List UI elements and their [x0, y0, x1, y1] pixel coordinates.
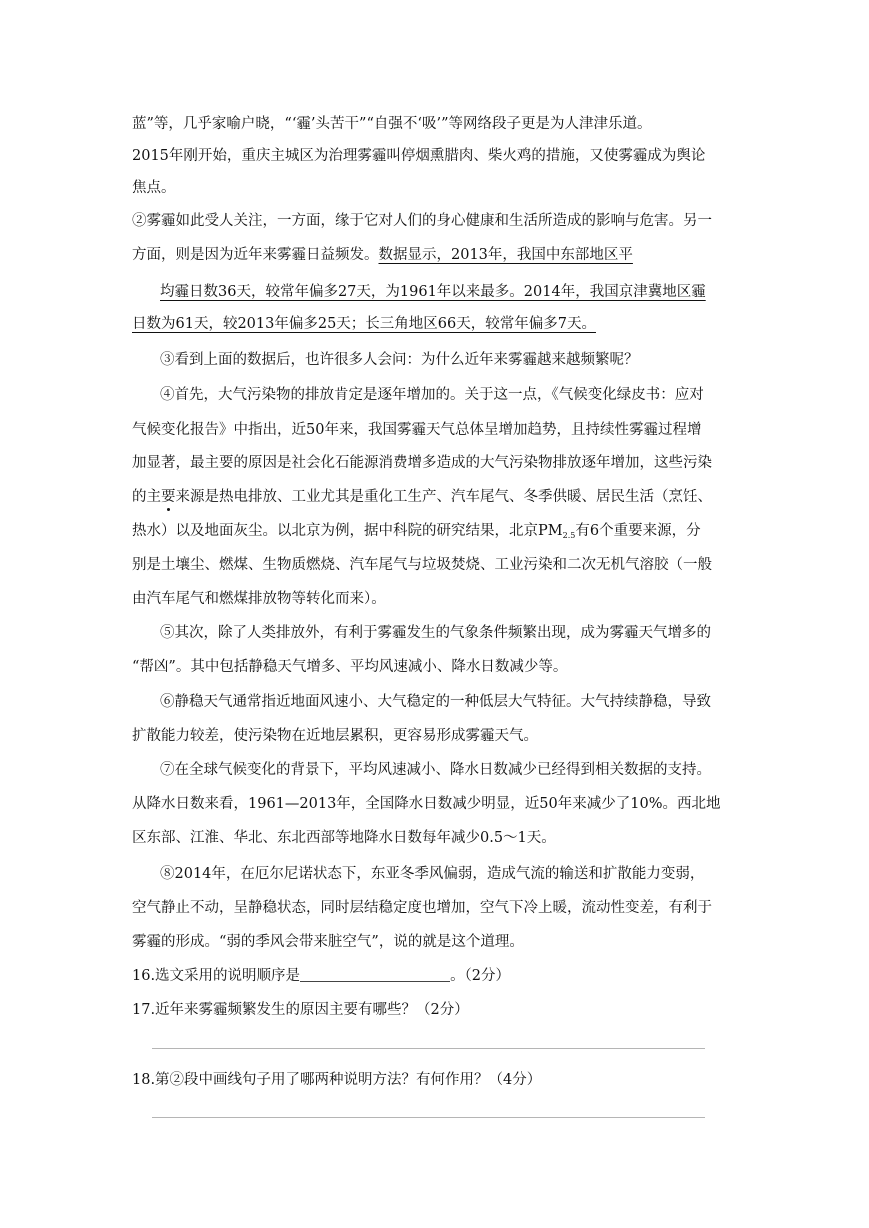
paragraph-7-line: 从降水日数来看，1961—2013年，全国降水日数减少明显，近50年来减少了10%。西北地 — [132, 796, 721, 812]
paragraph-4-line: ④首先，大气污染物的排放肯定是逐年增加的。关于这一点，《气候变化绿皮书：应对 — [160, 387, 704, 403]
emphasis-dot-char: 要 — [161, 489, 176, 505]
pm-subscript: 2.5 — [562, 531, 576, 540]
paragraph-8-line: ⑧2014年，在厄尔尼诺状态下，东亚冬季风偏弱，造成气流的输送和扩散能力变弱， — [160, 866, 705, 882]
paragraph-7-line: ⑦在全球气候变化的背景下，平均风速减小、降水日数减少已经得到相关数据的支持。 — [160, 762, 711, 778]
paragraph-4-line: 由汽车尾气和燃煤排放物等转化而来）。 — [132, 591, 386, 607]
paragraph-2-line: ②雾霾如此受人关注，一方面，缘于它对人们的身心健康和生活所造成的影响与危害。另一 — [132, 213, 712, 229]
question-18: 18.第②段中画线句子用了哪两种说明方法？有何作用？（4分） — [132, 1072, 542, 1088]
paragraph-4-line — [132, 487, 712, 507]
paragraph-8-line: 雾霾的形成。“弱的季风会带来脏空气”，说的就是这个道理。 — [132, 934, 524, 950]
passage-line: 2015年刚开始，重庆主城区为治理雾霾叫停烟熏腊肉、柴火鸡的措施，又使雾霾成为舆论 — [132, 148, 706, 164]
paragraph-5-line: ⑤其次，除了人类排放外，有利于雾霾发生的气象条件频繁出现，成为雾霾天气增多的 — [160, 625, 711, 641]
paragraph-4-line: 加显著，最主要的原因是社会化石能源消费增多造成的大气污染物排放逐年增加，这些污染 — [132, 455, 712, 471]
paragraph-3: ③看到上面的数据后，也许很多人会问：为什么近年来雾霾越来越频繁呢？ — [160, 352, 639, 368]
paragraph-2-line — [132, 245, 633, 265]
paragraph-4-line: 别是土壤尘、燃煤、生物质燃烧、汽车尾气与垃圾焚烧、工业污染和二次无机气溶胶（一般 — [132, 557, 712, 573]
question-text: 16.选文采用的说明顺序是 — [132, 968, 301, 984]
paragraph-6-line: ⑥静稳天气通常指近地面风速小、大气稳定的一种低层大气特征。大气持续静稳，导致 — [160, 694, 711, 710]
paragraph-7-line: 区东部、江淮、华北、东北西部等地降水日数每年减少0.5～1天。 — [132, 830, 556, 846]
paragraph-5-line: “帮凶”。其中包括静稳天气增多、平均风速减小、降水日数减少等。 — [132, 659, 568, 675]
answer-line[interactable] — [152, 1048, 705, 1049]
answer-blank[interactable] — [300, 967, 450, 982]
question-score: 。（2分） — [450, 968, 511, 984]
plain-text: 的主 — [132, 489, 161, 505]
plain-text: 来源是热电排放、工业尤其是重化工生产、汽车尾气、冬季供暖、居民生活（烹饪、 — [175, 489, 712, 505]
plain-text: 有6个重要来源，分 — [575, 523, 701, 539]
passage-line: 焦点。 — [132, 180, 176, 196]
paragraph-4-line — [132, 521, 701, 546]
underlined-sentence: 日数为61天，较2013年偏多25天；长三角地区66天，较常年偏多7天。 — [132, 316, 596, 332]
plain-text: 方面，则是因为近年来雾霾日益频发。 — [132, 247, 379, 263]
paragraph-4-line: 气候变化报告》中指出，近50年来，我国雾霾天气总体呈增加趋势，且持续性雾霾过程增 — [132, 422, 702, 438]
question-16 — [132, 966, 510, 986]
plain-text: 热水）以及地面灰尘。以北京为例，据中科院的研究结果，北京PM — [132, 523, 563, 539]
underlined-sentence: 均霾日数36天，较常年偏多27天，为1961年以来最多。2014年，我国京津冀地区霾 — [160, 284, 706, 300]
underlined-sentence: 数据显示，2013年，我国中东部地区平 — [378, 247, 633, 263]
passage-line: 蓝”等，几乎家喻户晓，“‘霾’头苦干”“自强不‘吸’”等网络段子更是为人津津乐道。 — [132, 116, 652, 132]
paragraph-6-line: 扩散能力较差，使污染物在近地层累积，更容易形成雾霾天气。 — [132, 728, 538, 744]
answer-line[interactable] — [152, 1117, 705, 1118]
paragraph-8-line: 空气静止不动，呈静稳状态，同时层结稳定度也增加，空气下冷上暖，流动性变差，有利于 — [132, 900, 712, 916]
question-17: 17.近年来雾霾频繁发生的原因主要有哪些？（2分） — [132, 1002, 469, 1018]
